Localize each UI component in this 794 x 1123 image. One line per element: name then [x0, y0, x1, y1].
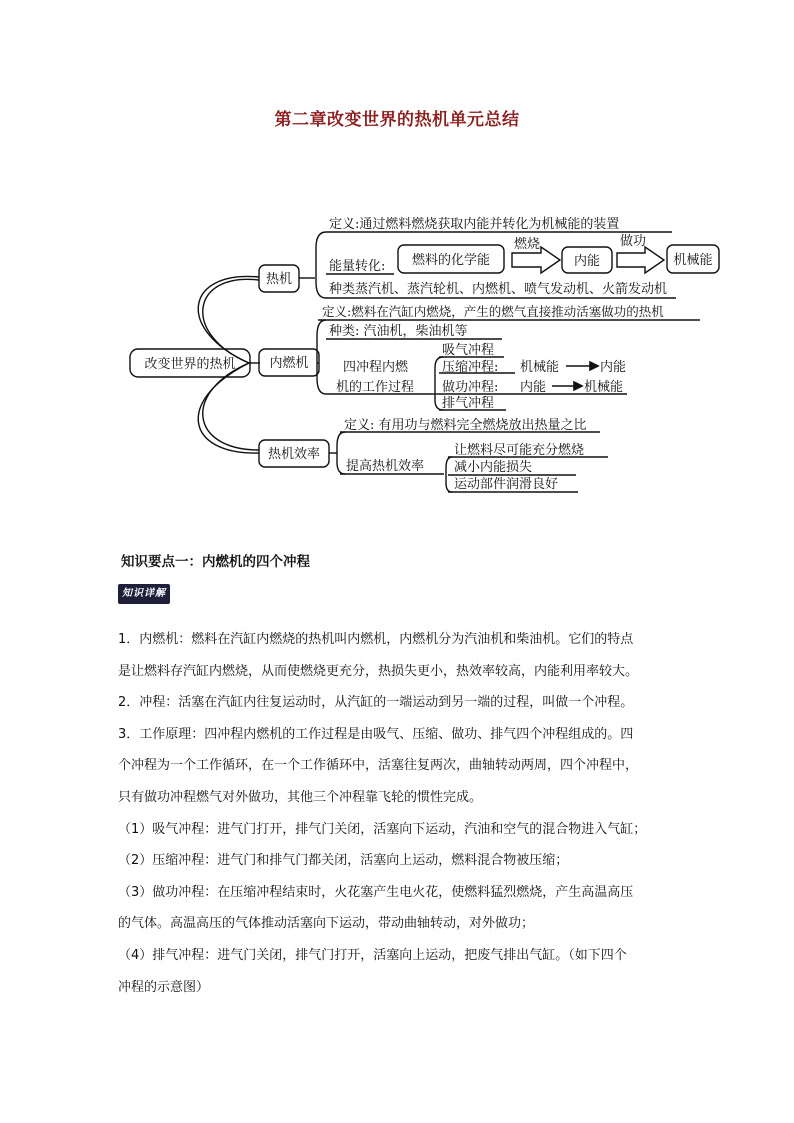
section-heading: 知识要点一：内燃机的四个冲程: [121, 554, 310, 570]
paragraph-line: 只有做功冲程燃气对外做功，其他三个冲程靠飞轮的惯性完成。: [118, 789, 483, 805]
arrow-right-icon: [574, 382, 582, 390]
ice-definition: 定义:燃料在汽缸内燃烧，产生的燃气直接推动活塞做功的热机: [322, 304, 664, 319]
root-brace-top: [198, 276, 259, 363]
power-from: 内能: [520, 380, 547, 395]
body-text: [118, 624, 688, 1003]
improve-efficiency-label: 提高热机效率: [346, 459, 425, 474]
work-arrow: [617, 247, 664, 273]
paragraph-line: 2．冲程：活塞在汽缸内往复运动时，从汽缸的一端运动到另一端的过程，叫做一个冲程。: [118, 695, 634, 711]
ice-process-line2: 机的工作过程: [336, 380, 415, 395]
stroke-exhaust: 排气冲程: [442, 396, 495, 411]
ice-label: 内燃机: [269, 356, 309, 371]
energy-conversion-label: 能量转化:: [329, 259, 386, 274]
efficiency-definition: 定义: 有用功与燃料完全燃烧放出热量之比: [344, 418, 587, 433]
ice-process-line1: 四冲程内燃: [343, 360, 409, 375]
stroke-compression: 压缩冲程:: [442, 360, 499, 375]
work-label: 做功: [619, 234, 647, 249]
ice-types: 种类: 汽油机，柴油机等: [329, 324, 468, 339]
stroke-intake: 吸气冲程: [442, 343, 495, 358]
method-full-burn: 让燃料尽可能充分燃烧: [454, 443, 585, 458]
chem-energy-label: 燃料的化学能: [411, 253, 491, 268]
internal-energy-label: 内能: [573, 254, 601, 269]
arrow-right-icon: [590, 362, 598, 370]
paragraph-line: （3）做功冲程：在压缩冲程结束时，火花塞产生电火花，使燃料猛烈燃烧，产生高温高压: [118, 884, 634, 900]
compress-from: 机械能: [520, 360, 560, 375]
efficiency-label: 热机效率: [267, 447, 321, 462]
stroke-power: 做功冲程:: [442, 380, 499, 395]
heat-engine-label: 热机: [265, 272, 293, 287]
power-to: 机械能: [584, 380, 624, 395]
paragraph-line: （2）压缩冲程：进气门和排气门都关闭，活塞向上运动，燃料混合物被压缩；: [118, 853, 569, 869]
paragraph-line: 冲程的示意图）: [118, 979, 210, 995]
paragraph-line: 的气体。高温高压的气体推动活塞向下运动，带动曲轴转动，对外做功；: [118, 916, 535, 932]
mech-energy-label: 机械能: [673, 253, 713, 268]
paragraph-line: 3．工作原理：四冲程内燃机的工作过程是由吸气、压缩、做功、排气四个冲程组成的。四: [118, 726, 634, 742]
burn-label: 燃烧: [513, 237, 541, 252]
method-reduce-loss: 减小内能损失: [454, 460, 533, 475]
root-label: 改变世界的热机: [144, 357, 236, 372]
compress-to: 内能: [600, 360, 627, 375]
heat-engine-definition: 定义:通过燃料燃烧获取内能并转化为机械能的装置: [329, 217, 620, 232]
paragraph-line: 个冲程为一个工作循环，在一个工作循环中，活塞往复两次，曲轴转动两周，四个冲程中，: [118, 758, 639, 774]
concept-map: [0, 200, 794, 500]
heat-engine-types: 种类蒸汽机、蒸汽轮机、内燃机、喷气发动机、火箭发动机: [329, 282, 668, 297]
page-title: 第二章改变世界的热机单元总结: [274, 110, 520, 130]
method-lubrication: 运动部件润滑良好: [454, 477, 559, 492]
paragraph-line: （1）吸气冲程：进气门打开，排气门关闭，活塞向下运动，汽油和空气的混合物进入气缸；: [118, 821, 647, 837]
knowledge-badge: 知识详解: [118, 584, 170, 604]
paragraph-line: 是让燃料存汽缸内燃烧，从而使燃烧更充分，热损失更小，热效率较高，内能利用率较大。: [118, 663, 639, 679]
paragraph-line: （4）排气冲程：进气门关闭，排气门打开，活塞向上运动，把废气排出气缸。（如下四个: [118, 947, 627, 963]
paragraph-line: 1．内燃机：燃料在汽缸内燃烧的热机叫内燃机，内燃机分为汽油机和柴油机。它们的特点: [118, 632, 634, 647]
